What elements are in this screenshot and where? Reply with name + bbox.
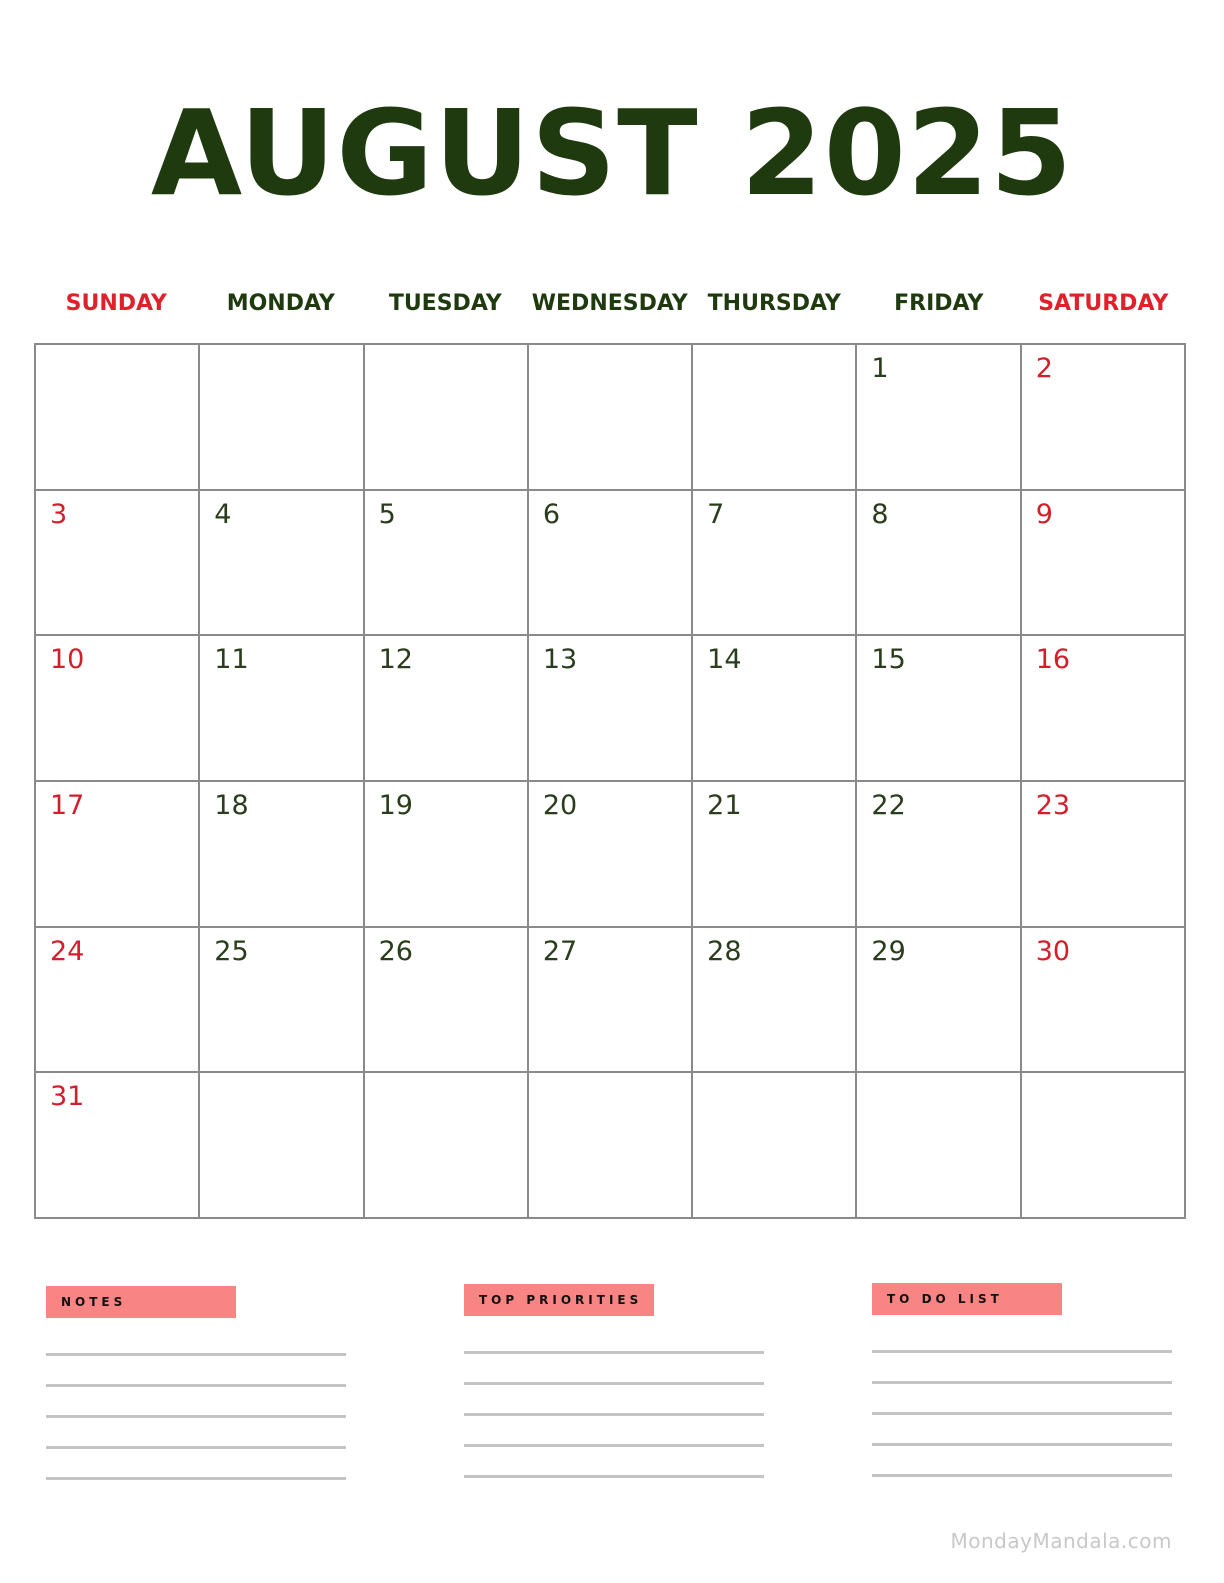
day-number: 13	[542, 644, 578, 676]
writing-lines	[464, 1351, 764, 1478]
day-cell	[1022, 1073, 1186, 1219]
day-cell	[200, 345, 364, 491]
day-number: 20	[542, 790, 578, 821]
writing-line	[872, 1443, 1172, 1446]
day-cell	[1022, 491, 1186, 637]
day-number: 3	[50, 498, 68, 530]
writing-line	[464, 1382, 764, 1385]
writing-line	[46, 1415, 346, 1418]
day-number: 1	[871, 353, 889, 384]
day-cell	[857, 928, 1021, 1074]
day-cell	[365, 928, 529, 1074]
day-cell	[200, 782, 364, 928]
writing-line	[464, 1444, 764, 1447]
day-cell	[1022, 782, 1186, 928]
writing-line	[464, 1413, 764, 1416]
weekday-header-row	[34, 284, 1186, 324]
day-number: 10	[50, 644, 85, 676]
writing-line	[872, 1412, 1172, 1415]
day-number: 15	[871, 644, 906, 676]
day-number: 11	[214, 644, 249, 676]
weekday-tuesday: TUESDAY	[388, 291, 502, 316]
day-cell	[36, 345, 200, 491]
writing-line	[464, 1351, 764, 1354]
day-cell	[365, 1073, 529, 1219]
day-number: 26	[378, 935, 413, 967]
day-cell	[529, 928, 693, 1074]
day-number: 24	[50, 935, 85, 967]
day-cell	[200, 1073, 364, 1219]
day-cell	[365, 636, 529, 782]
page-title: AUGUST 2025	[150, 84, 1074, 222]
day-cell	[200, 491, 364, 637]
day-number: 30	[1035, 935, 1071, 967]
writing-lines	[872, 1350, 1172, 1477]
writing-line	[872, 1381, 1172, 1384]
day-number: 8	[871, 498, 889, 530]
day-number: 31	[50, 1081, 85, 1113]
day-number: 22	[871, 790, 906, 821]
writing-line	[872, 1350, 1172, 1353]
writing-line	[46, 1477, 346, 1480]
section-label: TO DO LIST	[872, 1283, 1062, 1315]
weekday-monday: MONDAY	[226, 291, 335, 316]
day-number: 17	[50, 790, 85, 821]
day-cell	[200, 636, 364, 782]
day-number: 9	[1035, 498, 1053, 530]
section-label: TOP PRIORITIES	[464, 1284, 654, 1316]
day-number: 6	[542, 498, 561, 530]
day-number: 12	[378, 644, 413, 676]
day-number: 23	[1035, 790, 1071, 821]
writing-line	[46, 1353, 346, 1356]
day-cell	[857, 1073, 1021, 1219]
day-cell	[693, 782, 857, 928]
calendar-grid	[34, 343, 1186, 1219]
day-cell	[1022, 928, 1186, 1074]
top-priorities-section	[464, 1284, 764, 1506]
notes-section	[46, 1286, 346, 1508]
day-number: 18	[214, 790, 249, 821]
day-cell	[529, 1073, 693, 1219]
day-number: 29	[871, 935, 906, 967]
day-cell	[857, 491, 1021, 637]
weekday-sunday: SUNDAY	[65, 291, 167, 316]
writing-lines	[46, 1353, 346, 1480]
day-cell	[200, 928, 364, 1074]
day-number: 4	[214, 498, 232, 530]
day-number: 14	[707, 644, 742, 676]
day-cell	[693, 345, 857, 491]
day-cell	[529, 345, 693, 491]
day-cell	[365, 782, 529, 928]
day-cell	[693, 1073, 857, 1219]
day-cell	[529, 636, 693, 782]
section-label: NOTES	[46, 1286, 236, 1318]
day-cell	[36, 1073, 200, 1219]
day-cell	[1022, 345, 1186, 491]
weekday-thursday: THURSDAY	[707, 291, 841, 316]
weekday-saturday: SATURDAY	[1038, 291, 1169, 316]
day-number: 27	[542, 935, 578, 967]
day-number: 19	[378, 790, 413, 821]
day-cell	[36, 636, 200, 782]
day-number: 21	[707, 790, 742, 821]
day-cell	[365, 491, 529, 637]
to-do-list-section	[872, 1283, 1172, 1505]
day-cell	[529, 782, 693, 928]
day-cell	[529, 491, 693, 637]
writing-line	[46, 1384, 346, 1387]
day-cell	[693, 636, 857, 782]
day-cell	[857, 782, 1021, 928]
weekday-wednesday: WEDNESDAY	[531, 291, 688, 316]
day-cell	[36, 782, 200, 928]
writing-line	[46, 1446, 346, 1449]
day-cell	[693, 928, 857, 1074]
day-number: 16	[1035, 644, 1071, 676]
day-number: 7	[707, 498, 725, 530]
writing-line	[872, 1474, 1172, 1477]
day-number: 25	[214, 935, 249, 967]
day-cell	[857, 345, 1021, 491]
site-watermark: MondayMandala.com	[950, 1529, 1172, 1553]
day-cell	[36, 491, 200, 637]
day-cell	[857, 636, 1021, 782]
day-cell	[365, 345, 529, 491]
day-number: 28	[707, 935, 742, 967]
day-cell	[1022, 636, 1186, 782]
day-cell	[36, 928, 200, 1074]
day-cell	[693, 491, 857, 637]
writing-line	[464, 1475, 764, 1478]
weekday-friday: FRIDAY	[894, 291, 984, 316]
day-number: 2	[1035, 353, 1053, 384]
day-number: 5	[378, 498, 396, 530]
